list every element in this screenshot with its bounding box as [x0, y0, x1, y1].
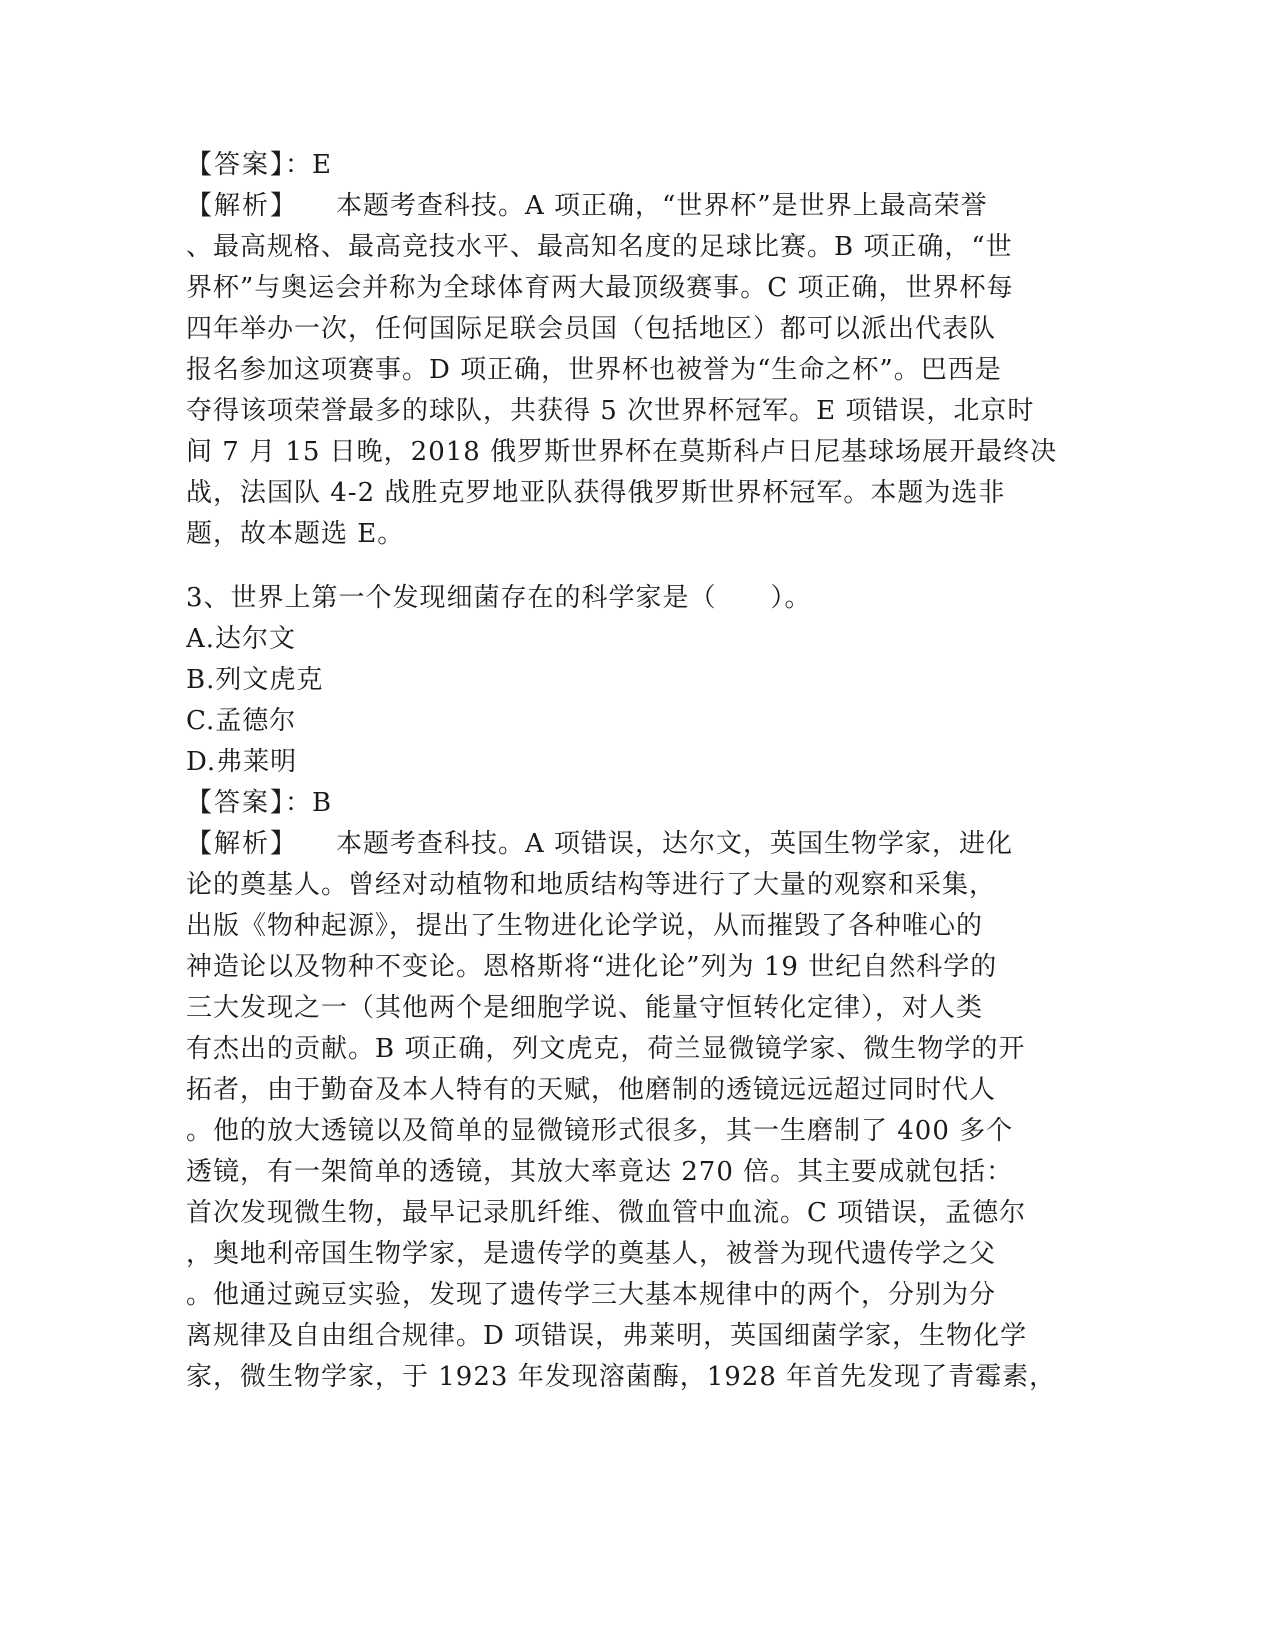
q3-analysis-line-4: 神造论以及物种不变论。恩格斯将“进化论”列为 19 世纪自然科学的 — [186, 952, 998, 982]
q3-option-b: B.列文虎克 — [186, 665, 324, 695]
q2-answer-value: ：E — [285, 150, 332, 180]
q2-analysis-line-5: 报名参加这项赛事。D 项正确，世界杯也被誉为“生命之杯”。巴西是 — [186, 355, 1002, 385]
q3-analysis-line-13: 离规律及自由组合规律。D 项错误，弗莱明，英国细菌学家，生物化学 — [186, 1321, 1028, 1351]
q2-analysis-line-6: 夺得该项荣誉最多的球队，共获得 5 次世界杯冠军。E 项错误，北京时 — [186, 396, 1035, 426]
q3-option-c: C.孟德尔 — [186, 706, 297, 736]
q3-option-a: A.达尔文 — [186, 624, 297, 654]
q3-option-d: D.弗莱明 — [186, 747, 298, 777]
q3-analysis-line-2: 论的奠基人。曾经对动植物和地质结构等进行了大量的观察和采集， — [186, 870, 997, 900]
q2-analysis-line-9: 题，故本题选 E。 — [186, 519, 405, 549]
q2-analysis-line-1 — [186, 186, 1066, 226]
q3-analysis-line-14: 家，微生物学家，于 1923 年发现溶菌酶，1928 年首先发现了青霉素， — [186, 1362, 1057, 1392]
q3-analysis-line-10: 首次发现微生物，最早记录肌纤维、微血管中血流。C 项错误，孟德尔 — [186, 1198, 1027, 1228]
q3-analysis-text: 本题考查科技。A 项错误，达尔文，英国生物学家，进化 — [336, 829, 1014, 859]
q3-question: 3、世界上第一个发现细菌存在的科学家是（ ）。 — [186, 583, 812, 613]
q2-answer-line — [186, 145, 1066, 185]
q3-answer-value: ：B — [285, 788, 333, 818]
q3-analysis-label: 【解析】 — [186, 829, 299, 859]
q3-answer-label: 【答案】 — [186, 788, 286, 818]
q2-analysis-text: 本题考查科技。A 项正确，“世界杯”是世界上最高荣誉 — [336, 191, 988, 221]
q3-analysis-line-1 — [186, 824, 1066, 864]
q3-analysis-line-9: 透镜，有一架简单的透镜，其放大率竟达 270 倍。其主要成就包括： — [186, 1157, 1014, 1187]
q2-answer-label: 【答案】 — [186, 150, 286, 180]
q2-analysis-line-7: 间 7 月 15 日晚，2018 俄罗斯世界杯在莫斯科卢日尼基球场展开最终决 — [186, 437, 1058, 467]
q3-answer-line — [186, 783, 1066, 823]
q2-analysis-line-2: 、最高规格、最高竞技水平、最高知名度的足球比赛。B 项正确，“世 — [186, 232, 1013, 262]
q3-analysis-line-7: 拓者，由于勤奋及本人特有的天赋，他磨制的透镜远远超过同时代人 — [186, 1075, 997, 1105]
q3-analysis-line-8: 。他的放大透镜以及简单的显微镜形式很多，其一生磨制了 400 多个 — [186, 1116, 1014, 1146]
q3-analysis-line-11: ，奥地利帝国生物学家，是遗传学的奠基人，被誉为现代遗传学之父 — [186, 1239, 997, 1269]
q3-analysis-line-12: 。他通过豌豆实验，发现了遗传学三大基本规律中的两个，分别为分 — [186, 1280, 997, 1310]
q2-analysis-label: 【解析】 — [186, 191, 299, 221]
q2-analysis-line-4: 四年举办一次，任何国际足联会员国（包括地区）都可以派出代表队 — [186, 314, 997, 344]
q2-analysis-line-3: 界杯”与奥运会并称为全球体育两大最顶级赛事。C 项正确，世界杯每 — [186, 273, 1014, 303]
q2-analysis-line-8: 战，法国队 4-2 战胜克罗地亚队获得俄罗斯世界杯冠军。本题为选非 — [186, 478, 1006, 508]
q3-analysis-line-5: 三大发现之一（其他两个是细胞学说、能量守恒转化定律），对人类 — [186, 993, 984, 1023]
q3-analysis-line-3: 出版《物种起源》，提出了生物进化论学说，从而摧毁了各种唯心的 — [186, 911, 984, 941]
q3-analysis-line-6: 有杰出的贡献。B 项正确，列文虎克，荷兰显微镜学家、微生物学的开 — [186, 1034, 1026, 1064]
